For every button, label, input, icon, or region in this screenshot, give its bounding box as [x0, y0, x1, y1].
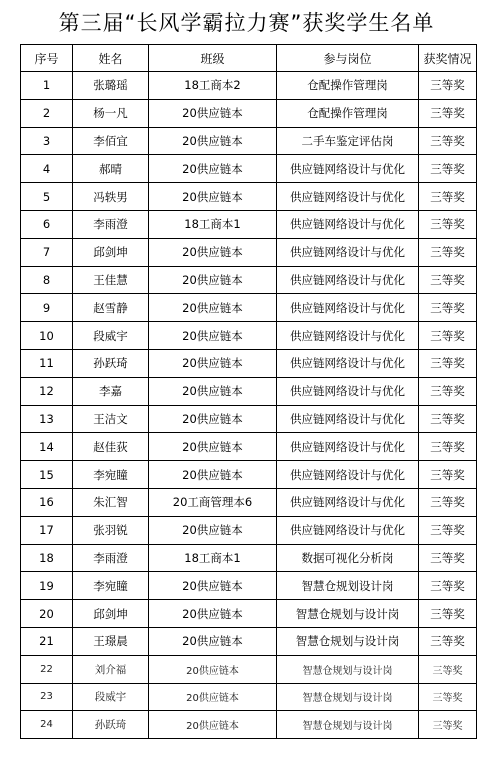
table-row [21, 155, 477, 183]
cell-class: 20供应链本 [149, 711, 277, 739]
cell-award: 三等奖 [419, 155, 477, 183]
cell-no: 22 [21, 655, 73, 683]
cell-post: 供应链网络设计与优化 [277, 294, 419, 322]
cell-name: 李嘉 [73, 377, 149, 405]
cell-post: 供应链网络设计与优化 [277, 433, 419, 461]
table-row [21, 461, 477, 489]
cell-name: 李宛瞳 [73, 572, 149, 600]
cell-post: 二手车鉴定评估岗 [277, 127, 419, 155]
cell-name: 李宛瞳 [73, 461, 149, 489]
cell-name: 邱剑坤 [73, 238, 149, 266]
cell-post: 供应链网络设计与优化 [277, 322, 419, 350]
cell-name: 冯轶男 [73, 183, 149, 211]
cell-no: 3 [21, 127, 73, 155]
cell-class: 20供应链本 [149, 683, 277, 711]
cell-no: 20 [21, 600, 73, 628]
cell-no: 15 [21, 461, 73, 489]
cell-post: 供应链网络设计与优化 [277, 405, 419, 433]
cell-post: 供应链网络设计与优化 [277, 266, 419, 294]
column-header-no: 序号 [21, 45, 73, 72]
cell-class: 18工商本2 [149, 72, 277, 100]
table-row [21, 405, 477, 433]
cell-class: 20供应链本 [149, 600, 277, 628]
cell-post: 供应链网络设计与优化 [277, 516, 419, 544]
table-row [21, 488, 477, 516]
cell-class: 20供应链本 [149, 349, 277, 377]
cell-post: 供应链网络设计与优化 [277, 210, 419, 238]
header-row [21, 45, 477, 72]
cell-award: 三等奖 [419, 600, 477, 628]
cell-award: 三等奖 [419, 433, 477, 461]
cell-name: 赵佳荻 [73, 433, 149, 461]
cell-award: 三等奖 [419, 572, 477, 600]
cell-award: 三等奖 [419, 683, 477, 711]
cell-name: 段威宇 [73, 322, 149, 350]
cell-post: 供应链网络设计与优化 [277, 155, 419, 183]
cell-no: 13 [21, 405, 73, 433]
cell-no: 21 [21, 627, 73, 655]
cell-name: 王佳慧 [73, 266, 149, 294]
cell-name: 李佰宜 [73, 127, 149, 155]
cell-no: 19 [21, 572, 73, 600]
cell-class: 20供应链本 [149, 377, 277, 405]
cell-name: 王璟晨 [73, 627, 149, 655]
cell-class: 20工商管理本6 [149, 488, 277, 516]
cell-name: 李雨澄 [73, 210, 149, 238]
cell-award: 三等奖 [419, 627, 477, 655]
cell-post: 供应链网络设计与优化 [277, 377, 419, 405]
cell-post: 智慧仓规划与设计岗 [277, 627, 419, 655]
cell-name: 孙跃琦 [73, 349, 149, 377]
cell-no: 12 [21, 377, 73, 405]
cell-award: 三等奖 [419, 294, 477, 322]
cell-award: 三等奖 [419, 461, 477, 489]
cell-name: 段威宇 [73, 683, 149, 711]
cell-class: 20供应链本 [149, 238, 277, 266]
cell-post: 智慧仓规划与设计岗 [277, 600, 419, 628]
cell-post: 仓配操作管理岗 [277, 99, 419, 127]
cell-award: 三等奖 [419, 711, 477, 739]
cell-no: 9 [21, 294, 73, 322]
cell-award: 三等奖 [419, 544, 477, 572]
cell-class: 20供应链本 [149, 461, 277, 489]
cell-no: 17 [21, 516, 73, 544]
table-row [21, 433, 477, 461]
table-row [21, 377, 477, 405]
cell-post: 数据可视化分析岗 [277, 544, 419, 572]
cell-class: 20供应链本 [149, 127, 277, 155]
cell-no: 2 [21, 99, 73, 127]
column-header-class: 班级 [149, 45, 277, 72]
document-title: 第三届“长风学霸拉力赛”获奖学生名单 [58, 11, 435, 35]
cell-post: 供应链网络设计与优化 [277, 183, 419, 211]
cell-no: 24 [21, 711, 73, 739]
table-row [21, 572, 477, 600]
cell-name: 王洁文 [73, 405, 149, 433]
cell-award: 三等奖 [419, 516, 477, 544]
table-row [21, 544, 477, 572]
table-row [21, 516, 477, 544]
cell-award: 三等奖 [419, 349, 477, 377]
cell-class: 20供应链本 [149, 183, 277, 211]
cell-award: 三等奖 [419, 377, 477, 405]
cell-post: 智慧仓规划与设计岗 [277, 655, 419, 683]
cell-name: 张羽锐 [73, 516, 149, 544]
cell-name: 朱汇智 [73, 488, 149, 516]
cell-no: 11 [21, 349, 73, 377]
cell-name: 张璐瑶 [73, 72, 149, 100]
cell-name: 邱剑坤 [73, 600, 149, 628]
cell-no: 1 [21, 72, 73, 100]
cell-no: 8 [21, 266, 73, 294]
column-header-award: 获奖情况 [419, 45, 477, 72]
cell-award: 三等奖 [419, 238, 477, 266]
cell-class: 20供应链本 [149, 627, 277, 655]
column-header-post: 参与岗位 [277, 45, 419, 72]
cell-award: 三等奖 [419, 183, 477, 211]
table-row [21, 655, 477, 683]
cell-class: 20供应链本 [149, 266, 277, 294]
cell-class: 20供应链本 [149, 655, 277, 683]
cell-award: 三等奖 [419, 99, 477, 127]
table-row [21, 72, 477, 100]
cell-no: 7 [21, 238, 73, 266]
column-header-name: 姓名 [73, 45, 149, 72]
cell-class: 20供应链本 [149, 294, 277, 322]
table-row [21, 683, 477, 711]
cell-name: 郝晴 [73, 155, 149, 183]
table-row [21, 711, 477, 739]
table-row [21, 99, 477, 127]
table-row [21, 183, 477, 211]
cell-award: 三等奖 [419, 488, 477, 516]
cell-class: 20供应链本 [149, 322, 277, 350]
table-row [21, 294, 477, 322]
cell-class: 20供应链本 [149, 155, 277, 183]
cell-award: 三等奖 [419, 405, 477, 433]
cell-name: 杨一凡 [73, 99, 149, 127]
cell-no: 6 [21, 210, 73, 238]
table-row [21, 322, 477, 350]
cell-award: 三等奖 [419, 266, 477, 294]
cell-no: 23 [21, 683, 73, 711]
cell-name: 李雨澄 [73, 544, 149, 572]
cell-class: 20供应链本 [149, 516, 277, 544]
table-row [21, 349, 477, 377]
cell-no: 14 [21, 433, 73, 461]
award-table [20, 44, 477, 739]
cell-post: 供应链网络设计与优化 [277, 349, 419, 377]
cell-class: 20供应链本 [149, 572, 277, 600]
cell-post: 供应链网络设计与优化 [277, 488, 419, 516]
cell-class: 18工商本1 [149, 210, 277, 238]
cell-no: 5 [21, 183, 73, 211]
table-row [21, 238, 477, 266]
cell-name: 赵雪静 [73, 294, 149, 322]
cell-post: 智慧仓规划与设计岗 [277, 711, 419, 739]
cell-class: 20供应链本 [149, 99, 277, 127]
cell-class: 20供应链本 [149, 405, 277, 433]
cell-no: 10 [21, 322, 73, 350]
table-row [21, 627, 477, 655]
cell-no: 4 [21, 155, 73, 183]
cell-post: 供应链网络设计与优化 [277, 238, 419, 266]
cell-award: 三等奖 [419, 210, 477, 238]
cell-no: 16 [21, 488, 73, 516]
cell-award: 三等奖 [419, 655, 477, 683]
cell-post: 智慧仓规划设计岗 [277, 572, 419, 600]
table-row [21, 266, 477, 294]
cell-award: 三等奖 [419, 127, 477, 155]
table-body [21, 72, 477, 739]
cell-no: 18 [21, 544, 73, 572]
cell-class: 20供应链本 [149, 433, 277, 461]
cell-post: 仓配操作管理岗 [277, 72, 419, 100]
cell-post: 供应链网络设计与优化 [277, 461, 419, 489]
cell-post: 智慧仓规划与设计岗 [277, 683, 419, 711]
cell-award: 三等奖 [419, 72, 477, 100]
table-row [21, 127, 477, 155]
cell-name: 孙跃琦 [73, 711, 149, 739]
cell-name: 刘介福 [73, 655, 149, 683]
cell-award: 三等奖 [419, 322, 477, 350]
table-row [21, 600, 477, 628]
table-row [21, 210, 477, 238]
cell-class: 18工商本1 [149, 544, 277, 572]
